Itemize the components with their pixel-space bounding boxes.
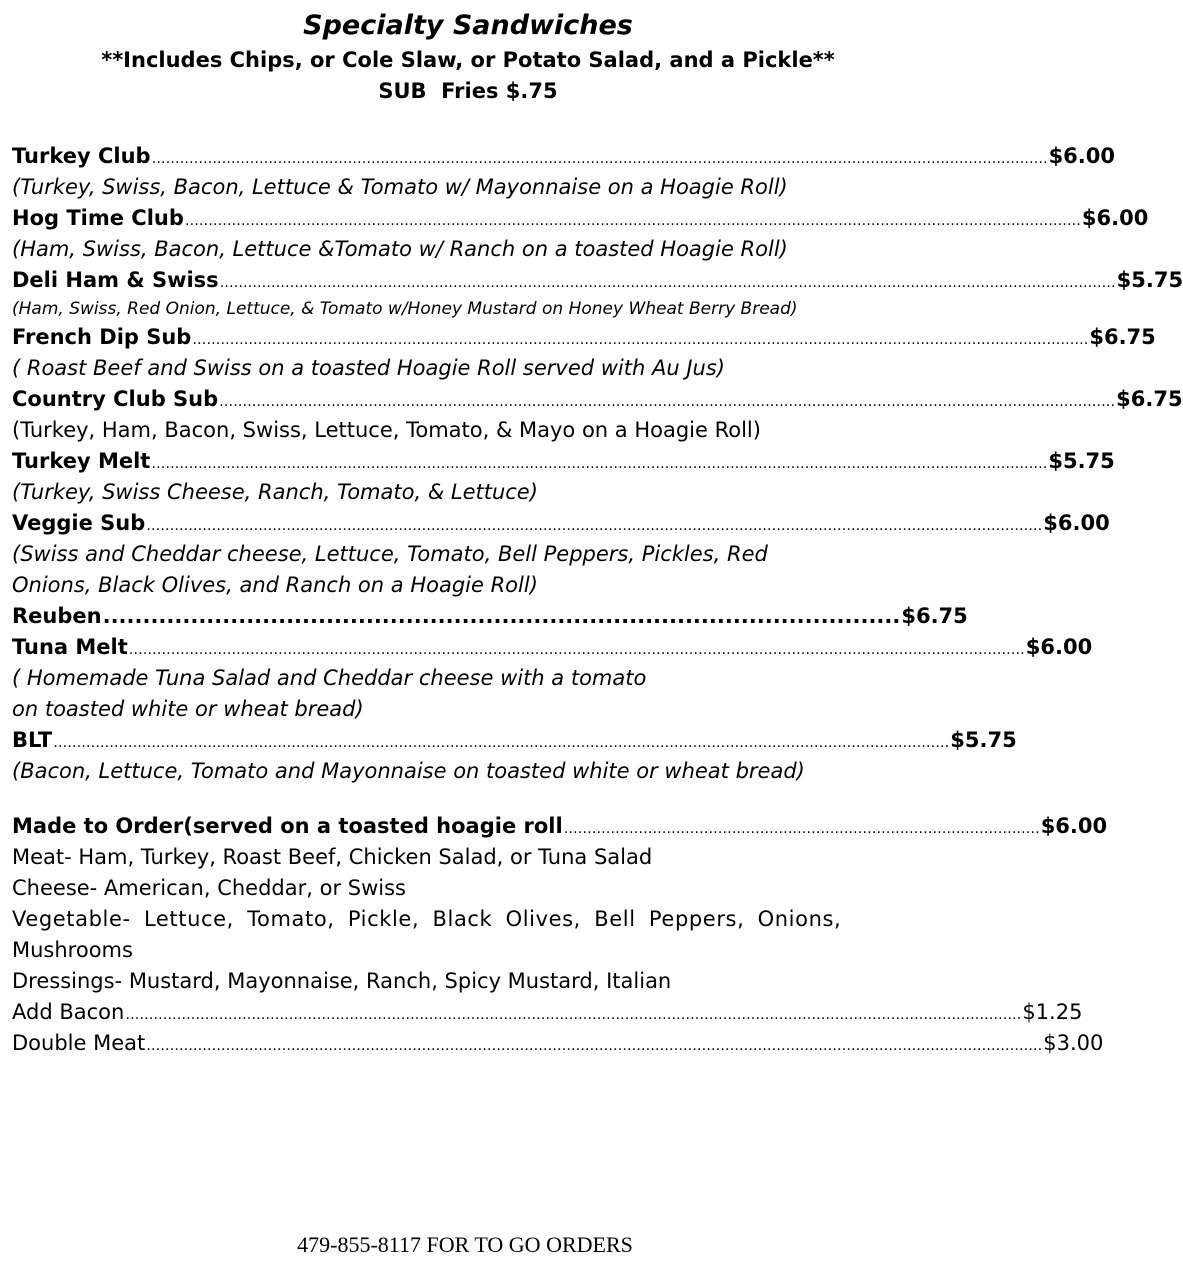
menu-item-reuben [12, 604, 968, 628]
item-description: (Turkey, Ham, Bacon, Swiss, Lettuce, Tomato, & Mayo on a Hoagie Roll) [12, 418, 761, 442]
item-price: $6.00 [1025, 635, 1093, 659]
item-name: Deli Ham & Swiss [12, 268, 219, 292]
item-price: $6.00 [1081, 206, 1149, 230]
item-price: $5.75 [1048, 449, 1115, 473]
dot-leader: ………………………………………………………………………………………………………………………………………………………………………… [219, 275, 1116, 291]
item-name: Veggie Sub [12, 511, 146, 535]
dot-leader: ………………………………………………………………………………………………………………………………………………………………………… [128, 642, 1025, 658]
item-name: BLT [12, 728, 53, 752]
item-price: $6.00 [1043, 511, 1110, 535]
item-price: $5.75 [1116, 268, 1183, 292]
double-meat-option [12, 1031, 1104, 1055]
dot-leader: ………………………………………………………………………………………………………………………………………………………………………… [219, 394, 1116, 410]
item-price: $6.00 [1048, 144, 1115, 168]
item-price: $6.00 [1040, 814, 1108, 838]
vegetable-text: Vegetable- Lettuce, Tomato, Pickle, Black Olives, Bell Peppers, Onions, [12, 907, 842, 931]
item-description: (Swiss and Cheddar cheese, Lettuce, Tomato, Bell Peppers, Pickles, Red [12, 542, 768, 566]
dot-leader: ………………………………………………………………………………………………………………………………………………………………………… [151, 151, 1048, 167]
cheese-options: Cheese- American, Cheddar, or Swiss [12, 876, 406, 900]
option-price: $3.00 [1043, 1031, 1104, 1055]
menu-item-turkey-club [12, 144, 1115, 168]
dot-leader: .................................................................................................... [102, 604, 901, 628]
dot-leader: ………………………………………………………………………………………… [563, 821, 1040, 837]
dot-leader: ………………………………………………………………………………………………………………………………………………………………………… [53, 735, 950, 751]
item-description: ( Roast Beef and Swiss on a toasted Hoagie Roll served with Au Jus) [12, 356, 725, 380]
menu-item-made-to-order [12, 814, 1108, 838]
option-label: Add Bacon [12, 1000, 125, 1024]
menu-item-french-dip-sub [12, 325, 1156, 349]
item-description: ( Homemade Tuna Salad and Cheddar cheese with a tomato [12, 666, 647, 690]
menu-item-veggie-sub [12, 511, 1110, 535]
item-price: $5.75 [950, 728, 1017, 752]
item-name: Turkey Club [12, 144, 151, 168]
item-description: (Ham, Swiss, Bacon, Lettuce &Tomato w/ Ranch on a toasted Hoagie Roll) [12, 237, 788, 261]
menu-item-hog-time-club [12, 206, 1149, 230]
add-bacon-option [12, 1000, 1083, 1024]
vegetable-options-cont: Mushrooms [12, 938, 133, 962]
item-price: $6.75 [1089, 325, 1156, 349]
menu-item-blt [12, 728, 1017, 752]
includes-note: **Includes Chips, or Cole Slaw, or Potato Salad, and a Pickle** [101, 48, 835, 72]
option-price: $1.25 [1022, 1000, 1083, 1024]
dot-leader: ………………………………………………………………………………………………………………………………………………………………………… [146, 518, 1043, 534]
item-description: (Turkey, Swiss, Bacon, Lettuce & Tomato w/ Mayonnaise on a Hoagie Roll) [12, 175, 788, 199]
vegetable-options [12, 909, 922, 930]
dot-leader: ………………………………………………………………………………………………………………………………………………………………………… [125, 1007, 1022, 1023]
dot-leader: ………………………………………………………………………………………………………………………………………………………………………… [151, 456, 1048, 472]
item-description-cont: Onions, Black Olives, and Ranch on a Hoagie Roll) [12, 573, 538, 597]
menu-title: Specialty Sandwiches [303, 10, 633, 41]
menu-item-country-club-sub [12, 387, 1183, 411]
dot-leader: ………………………………………………………………………………………………………………………………………………………………………… [146, 1038, 1043, 1054]
phone-footer: 479-855-8117 FOR TO GO ORDERS [297, 1232, 633, 1257]
item-description-cont: on toasted white or wheat bread) [12, 697, 364, 721]
item-name: Hog Time Club [12, 206, 184, 230]
item-name: Country Club Sub [12, 387, 219, 411]
item-name: Made to Order(served on a toasted hoagie roll [12, 814, 563, 838]
menu-item-deli-ham-swiss [12, 268, 1183, 292]
item-description: (Ham, Swiss, Red Onion, Lettuce, & Tomato w/Honey Mustard on Honey Wheat Berry Bread) [12, 299, 798, 319]
item-name: Tuna Melt [12, 635, 128, 659]
menu-item-turkey-melt [12, 449, 1115, 473]
dot-leader: ………………………………………………………………………………………………………………………………………………………………………… [184, 213, 1081, 229]
item-description: (Turkey, Swiss Cheese, Ranch, Tomato, & Lettuce) [12, 480, 538, 504]
item-name: French Dip Sub [12, 325, 192, 349]
item-name: Turkey Melt [12, 449, 151, 473]
dot-leader: ………………………………………………………………………………………………………………………………………………………………………… [192, 332, 1089, 348]
option-label: Double Meat [12, 1031, 146, 1055]
dressing-options: Dressings- Mustard, Mayonnaise, Ranch, Spicy Mustard, Italian [12, 969, 672, 993]
item-name: Reuben [12, 604, 102, 628]
meat-options: Meat- Ham, Turkey, Roast Beef, Chicken Salad, or Tuna Salad [12, 845, 653, 869]
item-description: (Bacon, Lettuce, Tomato and Mayonnaise on toasted white or wheat bread) [12, 759, 805, 783]
sub-fries-note: SUB Fries $.75 [378, 79, 558, 103]
menu-item-tuna-melt [12, 635, 1093, 659]
item-price: $6.75 [1116, 387, 1183, 411]
item-price: $6.75 [901, 604, 968, 628]
